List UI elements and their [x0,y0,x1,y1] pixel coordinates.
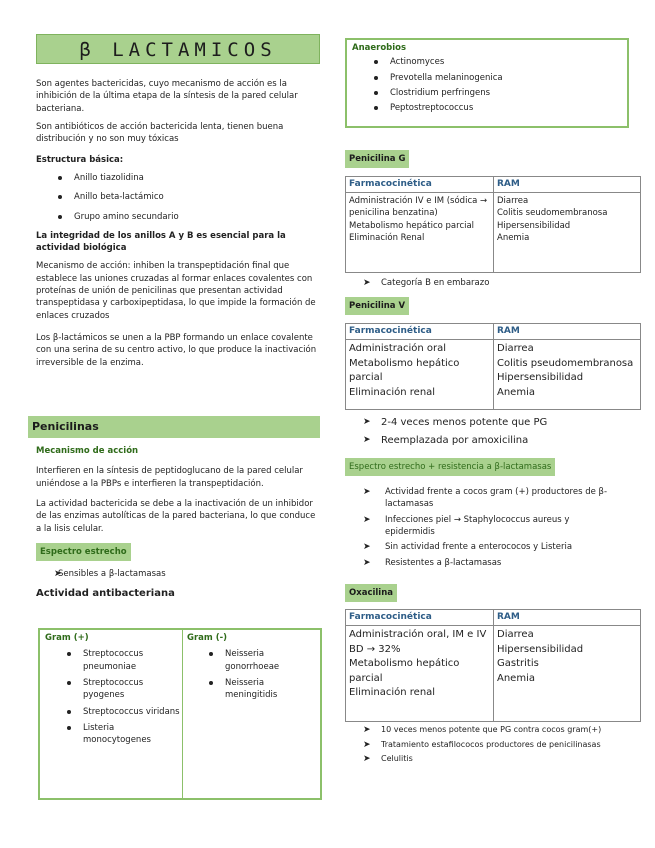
table-cell-text: Colitis seudomembranosa [497,208,608,219]
farmacocinetica-cell [346,340,494,410]
left-column [36,78,320,375]
gram-positive-heading: Gram (+) [45,633,89,643]
penicilina-g-table-wrap [345,176,641,292]
table-cell-text: Hipersensibilidad [497,372,584,384]
table-cell-text: Gastritis [497,658,539,670]
oxacilina-table-wrap [345,609,641,768]
farmacocinetica-header: Farmacocinética [346,324,494,340]
ram-header: RAM [494,177,641,193]
list-item: ➤ Resistentes a β-lactamasas [345,557,629,569]
table-cell-text: Eliminación renal [349,687,436,699]
list-item: Listeria monocytogenes [45,722,181,747]
ram-cell [494,193,641,273]
oxacilina-notes [345,724,641,765]
gram-box [38,628,322,800]
intro-paragraph-1: Son agentes bactericidas, cuyo mecanismo de acción es la inhibición de la última etapa de la síntesis de la pared celular bacteriana. [36,79,298,114]
penicilina-v-table [345,323,641,410]
farmacocinetica-header: Farmacocinética [346,177,494,193]
ram-cell [494,626,641,722]
farmacocinetica-cell [346,626,494,722]
table-cell-text: Anemia [497,232,530,243]
intro-paragraph-2: Son antibióticos de acción bactericida lenta, tienen buena distribución y no son muy tóxicas [36,121,284,145]
penicilinas-paragraph-1: Interfieren en la síntesis de peptidoglucano de la pared celular uniéndose a la PBPs e interfieren la transpeptidación. [36,466,303,489]
ram-header: RAM [494,610,641,626]
page-title: β LACTAMICOS [36,34,320,64]
estructura-heading: Estructura básica: [36,154,124,165]
list-item: Neisseria gonorrhoeae [187,648,317,673]
table-cell-text: Metabolismo hepático parcial [349,658,460,684]
list-item: ➤ Reemplazada por amoxicilina [345,434,641,449]
table-cell-text: Eliminación renal [349,386,436,398]
list-item: ➤ Infecciones piel → Staphylococcus aureus y epidermidis [345,514,629,539]
farmacocinetica-cell [346,193,494,273]
list-item: Streptococcus pyogenes [45,677,181,702]
anaerobios-list [352,56,622,114]
penicilinas-section [36,445,320,607]
list-item: ➤ Sensibles a β-lactamasas [36,568,320,580]
list-item: Grupo amino secundario [36,211,320,223]
farmacocinetica-header: Farmacocinética [346,610,494,626]
list-item: Neisseria meningitidis [187,677,317,702]
table-cell-text: Diarrea [497,196,529,207]
table-cell-text: Administración oral, IM e IV [349,629,487,641]
list-item: ➤ Actividad frente a cocos gram (+) productores de β-lactamasas [345,486,629,511]
penicilina-v-table-wrap [345,323,641,451]
table-cell-text: Administración oral [349,343,447,355]
penicilina-v-tag: Penicilina V [345,297,409,315]
list-item: ➤ Sin actividad frente a enterococos y Listeria [345,541,629,553]
list-item: Streptococcus viridans [45,706,181,718]
table-cell-text: Metabolismo hepático parcial [349,357,460,384]
table-cell-text: Administración IV e IM (sódica → penicilina benzatina) [349,196,488,219]
estructura-list [36,172,320,223]
table-cell-text: Hipersensibilidad [497,643,584,655]
gram-divider [182,630,183,798]
list-item: ➤ Categoría B en embarazo [345,277,641,289]
table-cell-text: Diarrea [497,343,534,355]
list-item: ➤ Tratamiento estafilococos productores de penicilinasas [345,739,641,751]
gram-negative-list [187,648,317,701]
oxacilina-tag: Oxacilina [345,584,397,602]
gram-negative-heading: Gram (-) [187,633,228,643]
table-cell-text: BD → 32% [349,643,401,655]
espectro-resistencia-list [345,486,629,572]
anaerobios-box [345,38,629,128]
penicilina-g-notes [345,277,641,289]
table-cell-text: Diarrea [497,629,534,641]
list-item: Clostridium perfringens [352,87,622,99]
ram-cell [494,340,641,410]
table-cell-text: Colitis pseudomembranosa [497,357,634,369]
list-item: ➤ Celulitis [345,753,641,765]
list-item: Anillo beta-lactámico [36,191,320,203]
integridad-text: La integridad de los anillos A y B es esencial para la actividad biológica [36,230,286,254]
table-cell-text: Anemia [497,386,535,398]
gram-positive-column [45,632,181,751]
list-item: Peptostreptococcus [352,102,622,114]
pbp-paragraph: Los β-lactámicos se unen a la PBP formando un enlace covalente con una serina de su centro activo, lo que produce la inactivación irreversible de la enzima. [36,333,317,368]
table-cell-text: Hipersensibilidad [497,220,571,231]
penicilinas-paragraph-2: La actividad bactericida se debe a la inactivación de un inhibidor de las enzimas autolíticas de la pared bacteriana, lo que conduce a la lisis celular. [36,498,316,534]
anaerobios-heading: Anaerobios [352,43,407,53]
table-cell-text: Metabolismo hepático parcial [349,220,475,231]
penicilina-g-tag: Penicilina G [345,150,409,168]
mecanismo-heading: Mecanismo de acción [36,446,139,456]
penicilina-g-table [345,176,641,273]
table-cell-text: Anemia [497,672,535,684]
ram-header: RAM [494,324,641,340]
espectro-resistencia-tag: Espectro estrecho + resistencia a β-lactamasas [345,458,555,476]
list-item: ➤ 10 veces menos potente que PG contra cocos gram(+) [345,724,641,736]
penicilinas-band: Penicilinas [28,416,320,438]
list-item: Actinomyces [352,56,622,68]
gram-positive-list [45,648,181,746]
list-item: Prevotella melaninogenica [352,72,622,84]
table-cell-text: Eliminación Renal [349,232,425,243]
oxacilina-table [345,609,641,722]
actividad-heading: Actividad antibacteriana [36,587,175,599]
gram-negative-column [187,632,317,706]
espectro-estrecho-tag: Espectro estrecho [36,543,131,561]
list-item: ➤ 2-4 veces menos potente que PG [345,416,641,431]
espectro-list [36,568,320,580]
mecanismo-paragraph: Mecanismo de acción: inhiben la transpeptidación final que establece las uniones cruzadas al formar enlaces covalentes con proteínas de unión de penicilinas que presentan actividad transpeptidasa y carboxipeptidasa, lo que impide la formación de enlaces cruzados [36,261,316,321]
penicilina-v-notes [345,416,641,448]
list-item: Anillo tiazolidina [36,172,320,184]
list-item: Streptococcus pneumoniae [45,648,181,673]
